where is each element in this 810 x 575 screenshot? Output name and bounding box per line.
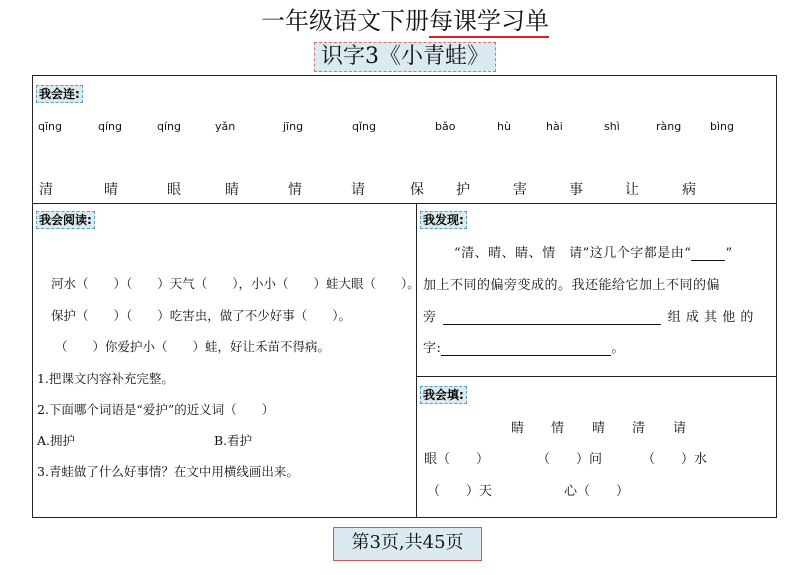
hanzi-item[interactable]: 事 <box>569 182 583 198</box>
pinyin-item[interactable]: qíng <box>157 120 181 133</box>
pinyin-item[interactable]: qīng <box>38 120 62 133</box>
pinyin-item[interactable]: qǐng <box>352 120 376 133</box>
hanzi-item[interactable]: 让 <box>625 182 639 198</box>
passage-line: （ ）你爱护小（ ）蛙，好让禾苗不得病。 <box>55 339 331 354</box>
hanzi-item[interactable]: 睛 <box>225 182 239 198</box>
reading-section <box>33 204 420 517</box>
passage-line: 保护（ ）（ ）吃害虫，做了不少好事（ ）。 <box>51 308 352 323</box>
fill-blank[interactable]: 心（ ） <box>564 484 630 499</box>
fill-tag: 我会填: <box>420 386 467 404</box>
hanzi-item[interactable]: 眼 <box>167 182 181 198</box>
hanzi-item[interactable]: 病 <box>682 182 696 198</box>
fill-blank[interactable]: （ ）天 <box>427 484 493 499</box>
pinyin-item[interactable]: hài <box>546 120 563 133</box>
fill-blank[interactable]: （ ）问 <box>537 452 603 467</box>
connect-section <box>33 76 776 204</box>
option-a[interactable]: A.拥护 <box>37 433 76 448</box>
question-2: 2.下面哪个词语是“爱护”的近义词（ ） <box>37 402 275 417</box>
worksheet-table <box>32 75 777 518</box>
page-indicator: 第3页,共45页 <box>333 527 482 561</box>
fill-blank[interactable]: 眼（ ） <box>424 452 490 467</box>
pinyin-item[interactable]: shì <box>604 120 620 133</box>
fill-blank[interactable]: （ ）水 <box>642 452 708 467</box>
reading-tag: 我会阅读: <box>36 211 95 229</box>
connect-tag: 我会连: <box>36 85 83 103</box>
hanzi-item[interactable]: 请 <box>351 182 365 198</box>
pinyin-item[interactable]: bǎo <box>435 120 456 133</box>
hanzi-item[interactable]: 护 <box>456 182 470 198</box>
pinyin-item[interactable]: ràng <box>656 120 682 133</box>
fill-word: 请 <box>673 421 687 436</box>
pinyin-item[interactable]: qíng <box>98 120 122 133</box>
pinyin-item[interactable]: bìng <box>710 120 734 133</box>
question-1: 1.把课文内容补充完整。 <box>37 371 174 386</box>
discover-section <box>417 204 776 377</box>
pinyin-item[interactable]: hù <box>497 120 511 133</box>
lesson-subtitle: 识字3《小青蛙》 <box>314 42 496 72</box>
hanzi-item[interactable]: 清 <box>39 182 53 198</box>
fill-word: 睛 <box>511 421 525 436</box>
discover-tag: 我发现: <box>420 211 467 229</box>
blank-radicals[interactable] <box>443 311 661 325</box>
blank-radical[interactable] <box>691 247 725 261</box>
title-highlight: 每课学习单 <box>429 7 549 38</box>
discover-line-3: 旁 组 成 其 他 的 <box>423 310 754 325</box>
hanzi-item[interactable]: 保 <box>410 182 424 198</box>
hanzi-item[interactable]: 害 <box>513 182 527 198</box>
pinyin-item[interactable]: jīng <box>283 120 304 133</box>
blank-words[interactable] <box>441 342 611 356</box>
discover-line-1: “清、晴、睛、情 请”这几个字都是由“ ” <box>454 246 733 261</box>
hanzi-item[interactable]: 情 <box>288 182 302 198</box>
fill-section <box>417 377 776 517</box>
option-b[interactable]: B.看护 <box>214 433 253 448</box>
discover-line-4: 字: 。 <box>423 341 625 356</box>
passage-line: 河水（ ）（ ）天气（ ），小小（ ）蛙大眼（ ）。 <box>51 276 420 291</box>
title-prefix: 一年级语文下册 <box>261 7 429 35</box>
fill-word: 情 <box>551 421 565 436</box>
question-3: 3.青蛙做了什么好事情？在文中用横线画出来。 <box>37 464 299 479</box>
hanzi-item[interactable]: 晴 <box>104 182 118 198</box>
fill-word: 晴 <box>592 421 606 436</box>
worksheet-title <box>0 6 810 36</box>
fill-word: 清 <box>632 421 646 436</box>
pinyin-item[interactable]: yǎn <box>215 120 236 133</box>
discover-line-2: 加上不同的偏旁变成的。我还能给它加上不同的偏 <box>423 278 721 293</box>
